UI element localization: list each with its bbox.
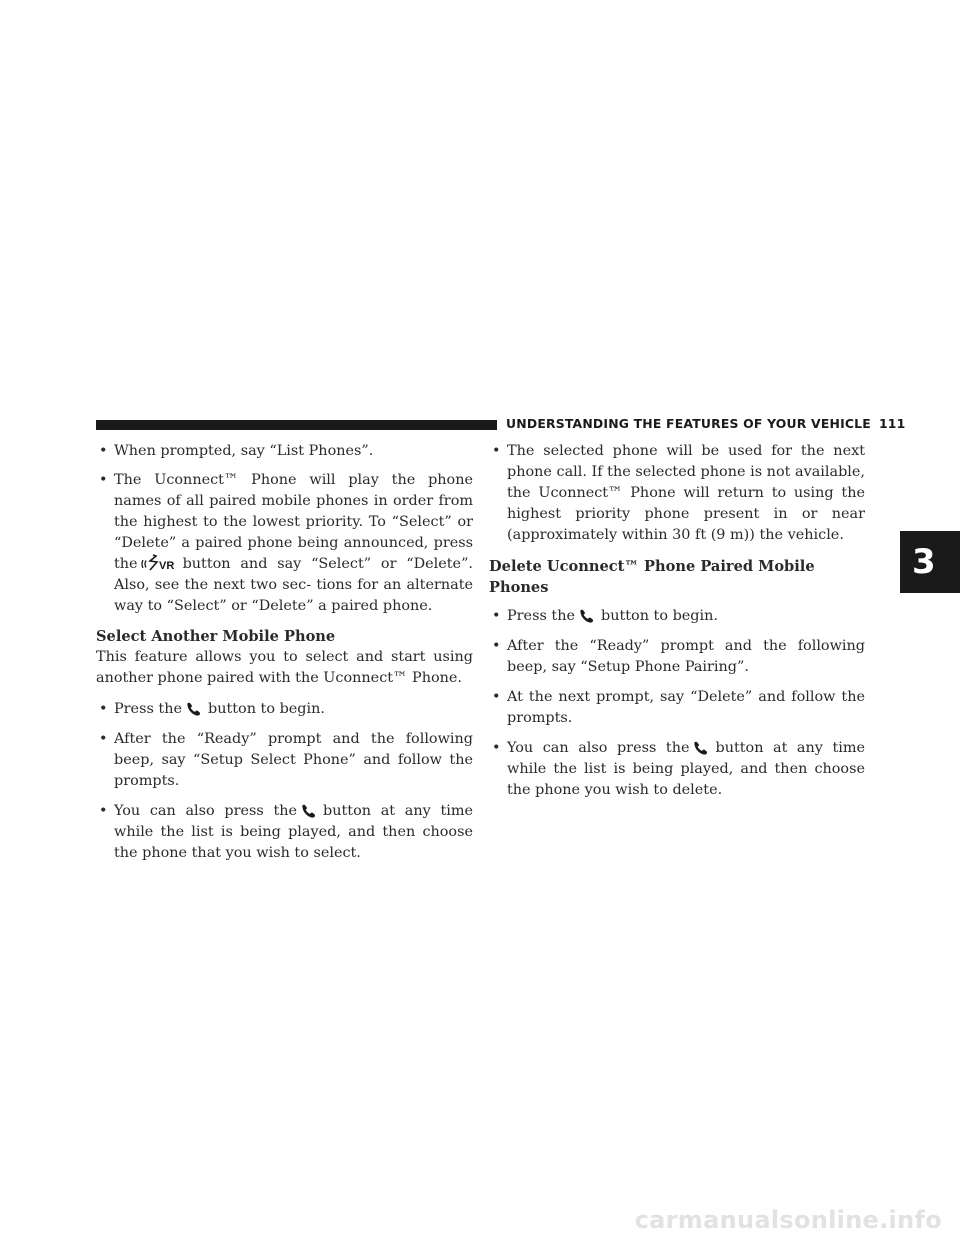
list-item: [96, 801, 473, 864]
intro-paragraph: This feature allows you to select and start using another phone paired with the Uconnect™ Phone.: [96, 649, 473, 686]
bullet-dot: •: [492, 689, 501, 705]
section-title: UNDERSTANDING THE FEATURES OF YOUR VEHICLE: [506, 416, 871, 431]
bullet-text: You can also press the: [507, 740, 690, 756]
bullet-text: You can also press the: [114, 803, 298, 819]
bullet-text: The selected phone will be used for the next phone call. If the selected phone is not available, the Uconnect™ Phone will return to using the highest priority phone present in or near (approximately within 30 ft (9 m)) the vehicle.: [507, 443, 865, 543]
bullet-text: Press the: [114, 701, 182, 717]
header-bar: [96, 420, 497, 430]
bullet-dot: •: [492, 608, 501, 624]
section-heading: Select Another Mobile Phone: [96, 628, 336, 645]
section-heading: Delete Uconnect™ Phone Paired Mobile Phones: [489, 558, 815, 596]
bullet-text: At the next prompt, say “Delete” and follow the prompts.: [507, 689, 865, 726]
bullet-text-continued: button at any time while the list is being played, and then choose the phone that you wish to select.: [114, 803, 473, 861]
right-column: [489, 441, 865, 809]
list-item: [96, 699, 473, 720]
watermark: carmanualsonline.info: [634, 1206, 942, 1234]
bullet-text: After the “Ready” prompt and the following beep, say “Setup Phone Pairing”.: [507, 638, 865, 675]
bullet-text-continued: button at any time while the list is being played, and then choose the phone you wish to delete.: [507, 740, 866, 798]
svg-text:VR: VR: [158, 560, 174, 572]
bullet-text: The Uconnect™ Phone will play the phone names of all paired mobile phones in order from the highest to the lowest priority. To “Select” or “Delete” a paired phone being announced, press the: [114, 472, 473, 572]
phone-icon: [579, 609, 595, 623]
bullet-text: Press the: [507, 608, 575, 624]
bullet-text-continued: button and say “Select” or “Delete”. Also, see the next two sec- tions for an alternate way to “Select” or “Delete” a paired phone.: [114, 556, 473, 614]
left-column: [96, 441, 473, 872]
bullet-text-continued: button to begin.: [601, 608, 718, 624]
bullet-dot: •: [99, 443, 108, 459]
chapter-tab: 3: [900, 531, 960, 593]
list-item: [96, 470, 473, 617]
list-item: [489, 687, 865, 729]
bullet-dot: •: [492, 638, 501, 654]
bullet-dot: •: [99, 803, 108, 819]
list-item: [489, 441, 865, 546]
header: [506, 416, 906, 431]
list-item: [489, 636, 865, 678]
phone-icon: [301, 804, 317, 818]
bullet-dot: •: [492, 740, 501, 756]
bullet-dot: •: [99, 701, 108, 717]
phone-icon: [186, 702, 202, 716]
list-item: [96, 441, 473, 462]
page-number: 111: [878, 416, 906, 431]
list-item: [96, 729, 473, 792]
bullet-text: When prompted, say “List Phones”.: [114, 443, 374, 459]
voice-recognition-icon: [141, 554, 179, 572]
phone-icon: [693, 741, 709, 755]
bullet-text: After the “Ready” prompt and the following beep, say “Setup Select Phone” and follow the prompts.: [114, 731, 473, 789]
bullet-dot: •: [492, 443, 501, 459]
bullet-text-continued: button to begin.: [208, 701, 325, 717]
list-item: [489, 606, 865, 627]
list-item: [489, 738, 865, 801]
bullet-dot: •: [99, 472, 108, 488]
bullet-dot: •: [99, 731, 108, 747]
